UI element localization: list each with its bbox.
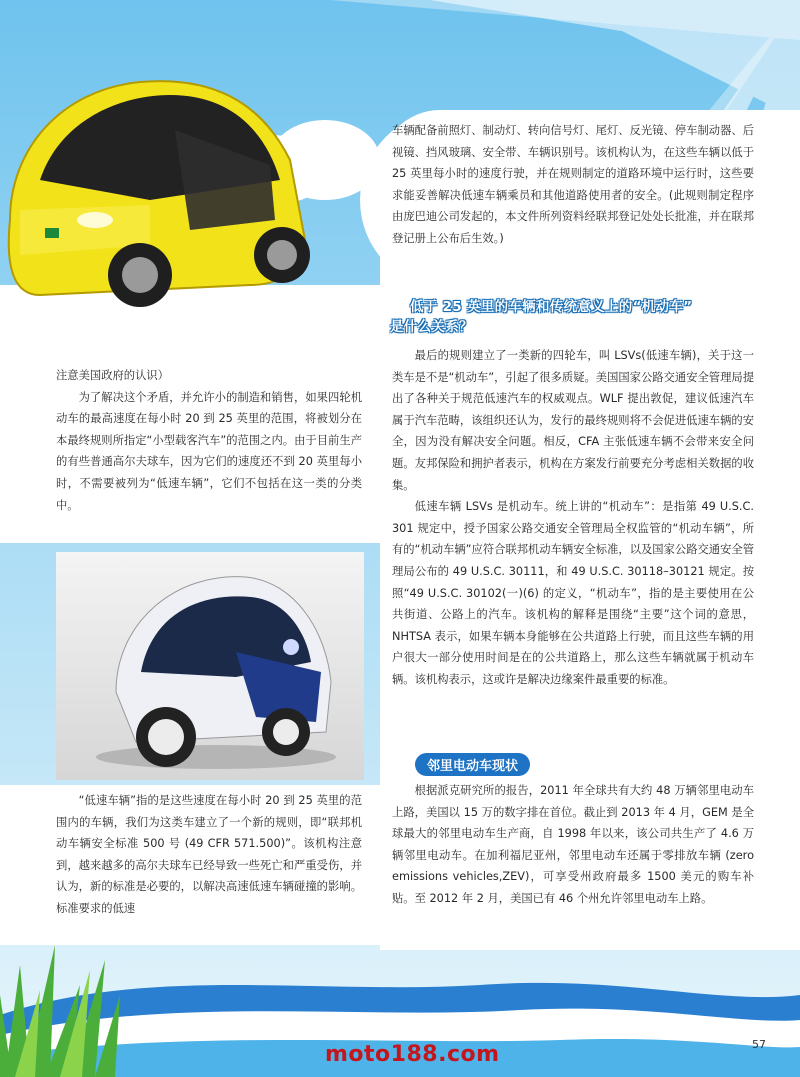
paragraph: 最后的规则建立了一类新的四轮车，叫 LSVs(低速车辆)，关于这一类车是不是“机动车”，引起了很多质疑。美国国家公路交通安全管理局提出了各种关于规范低速汽车的权威观点。WLF 提出敦促，建议低速汽车属于汽车范畴，该组织还认为，发行的最终规则将不会促进低速车辆的安全，因为没有解决安全问题。相反，CFA 主张低速车辆不会带来安全问题。友邦保险和拥护者表示，机构在方案发行前要充分考虑相关数据的收集。 — [392, 349, 754, 492]
article-right-bottom — [392, 780, 754, 910]
section-heading-2: 邻里电动车现状 — [415, 753, 530, 776]
paragraph: 车辆配备前照灯、制动灯、转向信号灯、尾灯、反光镜、停车制动器、后视镜、挡风玻璃、安全带、车辆识别号。该机构认为，在这些车辆以低于 25 英里每小时的速度行驶，并在规则制定的道路环境中运行时，这些要求能妥善解决低速车辆乘员和其他道路使用者的安全。(此规则制定程序由庞巴迪公司发起的，本文件所列资料经联邦登记处处长批准，并在联邦登记册上公布后生效。) — [392, 124, 754, 245]
section-heading-1 — [390, 297, 693, 337]
paragraph: 注意美国政府的认识） — [56, 369, 169, 382]
page-number: 57 — [752, 1038, 766, 1051]
article-left-bottom — [56, 790, 362, 920]
yellow-car-image — [0, 70, 320, 310]
heading-line: 低于 25 英里的车辆和传统意义上的“机动车” — [410, 299, 693, 315]
paragraph: 根据派克研究所的报告，2011 年全球共有大约 48 万辆邻里电动车上路，美国以 15 万的数字排在首位。截止到 2013 年 4 月，GEM 是全球最大的邻里电动车生产商，自 1998 年以来，该公司共生产了 4.6 万辆邻里电动车。在加利福尼亚州，邻里电动车还属于零排放车辆 (zero emissions vehicles,ZEV)，可享受州政府最多 1500 美元的购车补贴。至 2012 年 2 月，美国已有 46 个州允许邻里电动车上路。 — [392, 784, 754, 905]
paragraph: “低速车辆”指的是这些速度在每小时 20 到 25 英里的范围内的车辆，我们为这类车建立了一个新的规则，即“联邦机动车辆安全标准 500 号 (49 CFR 571.500)”。该机构注意到，越来越多的高尔夫球车已经导致一些死亡和严重受伤，并认为，新的标准是必要的，以解决高速低速车辆碰撞的影响。标准要求的低速 — [56, 794, 362, 915]
concept-car-photo — [56, 552, 364, 780]
paragraph: 为了解决这个矛盾，并允许小的制造和销售，如果四轮机动车的最高速度在每小时 20 到 25 英里的范围，将被划分在本最终规则所指定“小型载客汽车”的范围之内。由于目前生产的有些普通高尔夫球车，因为它们的速度还不到 20 英里每小时，不需要被列为“低速车辆”，它们不包括在这一类的分类中。 — [56, 390, 362, 512]
site-watermark: moto188.com — [325, 1042, 500, 1067]
article-left-column — [56, 365, 362, 516]
article-top-right-text — [392, 120, 754, 250]
heading-line: 是什么关系？ — [390, 319, 473, 335]
article-right-column — [392, 345, 754, 691]
paragraph: 低速车辆 LSVs 是机动车。统上讲的“机动车”：是指第 49 U.S.C. 301 规定中，授予国家公路交通安全管理局全权监管的“机动车辆”，所有的“机动车辆”应符合联邦机动车辆安全标准，以及国家公路交通安全管理局公布的 49 U.S.C. 30111，和 49 U.S.C. 30118–30121 规定。按照“49 U.S.C. 30102(一)(6) 的定义，“机动车”，指的是主要使用在公共街道、公路上的汽车。该机构的解释是围绕“主要”这个词的意思，NHTSA 表示，如果车辆本身能够在公共道路上行驶，而且这些车辆的用户很大一部分使用时间是在的公共道路上，那么这些车辆就属于机动车辆。该机构表示，这或许是解决边缘案件最重要的标准。 — [392, 500, 754, 686]
